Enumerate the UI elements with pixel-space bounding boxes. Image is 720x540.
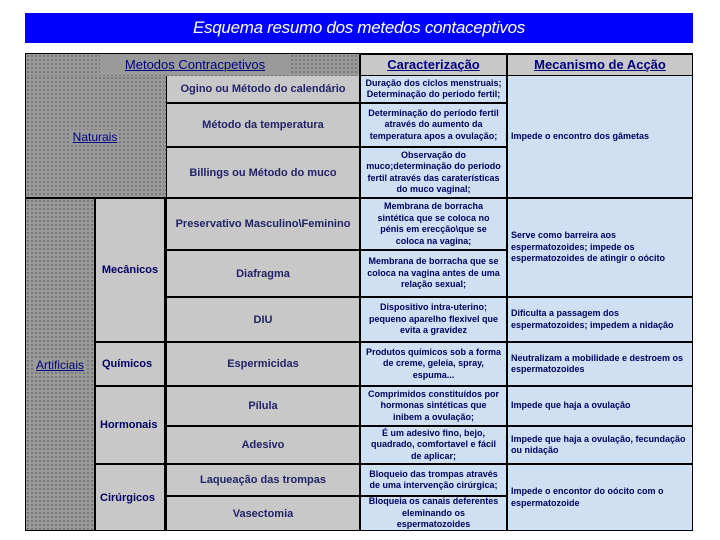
subcategory-surgical: Cirúrgicos [96,465,164,530]
mechanism-iud: Dificulta a passagem dos espermatozoides; impedem a nidação [508,298,692,341]
desc-diaphragm: Membrana de borracha que se coloca na vagina antes de uma relação sexual; [361,251,506,296]
desc-tubal-ligation: Bloqueio das trompas através de uma intervenção cirúrgica; [361,465,506,495]
method-temperature: Método da temperatura [167,104,359,146]
mechanism-natural: Impede o encontro dos gâmetas [508,76,692,197]
category-natural-label: Naturais [72,129,118,144]
method-condom: Preservativo Masculino\Feminino [167,199,359,249]
mechanism-spermicide: Neutralizam a mobilidade e destroem os espermatozoides [508,343,692,385]
category-artificial [26,199,94,530]
mechanism-surgical: Impede o encontor do oócito com o espermatozoide [508,465,692,530]
category-natural [26,76,164,197]
method-spermicide: Espermicidas [167,343,359,385]
method-billings: Billings ou Método do muco [167,148,359,197]
header-mechanism: Mecanismo de Acção [508,55,692,75]
desc-vasectomy: Bloqueia os canais deferentes eleminando os espermatozoides [361,497,506,530]
header-methods: Metodos Contracpetivos [100,55,290,75]
desc-condom: Membrana de borracha sintética que se coloca no pénis em erecção\que se coloca na vagina; [361,199,506,249]
natural-spacer [164,76,166,197]
page-title: Esquema resumo dos metedos contaceptivos [25,13,693,43]
method-patch: Adesivo [167,427,359,463]
subcategory-hormonal: Hormonais [96,387,164,463]
mechanism-patch: Impede que haja a ovulação, fecundação ou nidação [508,427,692,463]
method-vasectomy: Vasectomia [167,497,359,530]
method-tubal-ligation: Laqueação das trompas [167,465,359,495]
method-diaphragm: Diafragma [167,251,359,296]
method-pill: Pílula [167,387,359,425]
mechanism-pill: Impede que haja a ovulação [508,387,692,425]
desc-iud: Dispositivo intra-uterino; pequeno aparelho flexivel que evita a gravidez [361,298,506,341]
method-iud: DIU [167,298,359,341]
subcategory-mechanical: Mecânicos [96,199,164,341]
mechanism-barrier: Serve como barreira aos espermatozoides; impede os espermatozoides de atingir o oócito [508,199,692,296]
desc-pill: Comprimidos constituídos por hormonas sintéticas que inibem a ovulação; [361,387,506,425]
header-characterization: Caracterização [361,55,506,75]
subcategory-chemical: Químicos [96,343,164,385]
category-artificial-label: Artificiais [35,357,84,372]
method-ogino: Ogino ou Método do calendário [167,76,359,102]
desc-patch: É um adesivo fino, bejo, quadrado, comfortavel e fácil de aplicar; [361,427,506,463]
desc-ogino: Duração dos ciclos menstruais; Determinação do periodo fertil; [361,76,506,102]
desc-billings: Observação do muco;determinação do periodo fertil através das caraterísticas do muco vaginal; [361,148,506,197]
desc-spermicide: Produtos químicos sob a forma de creme, geleia, spray, espuma... [361,343,506,385]
desc-temperature: Determinação do período fertil através do aumento da temperatura apos a ovulação; [361,104,506,146]
